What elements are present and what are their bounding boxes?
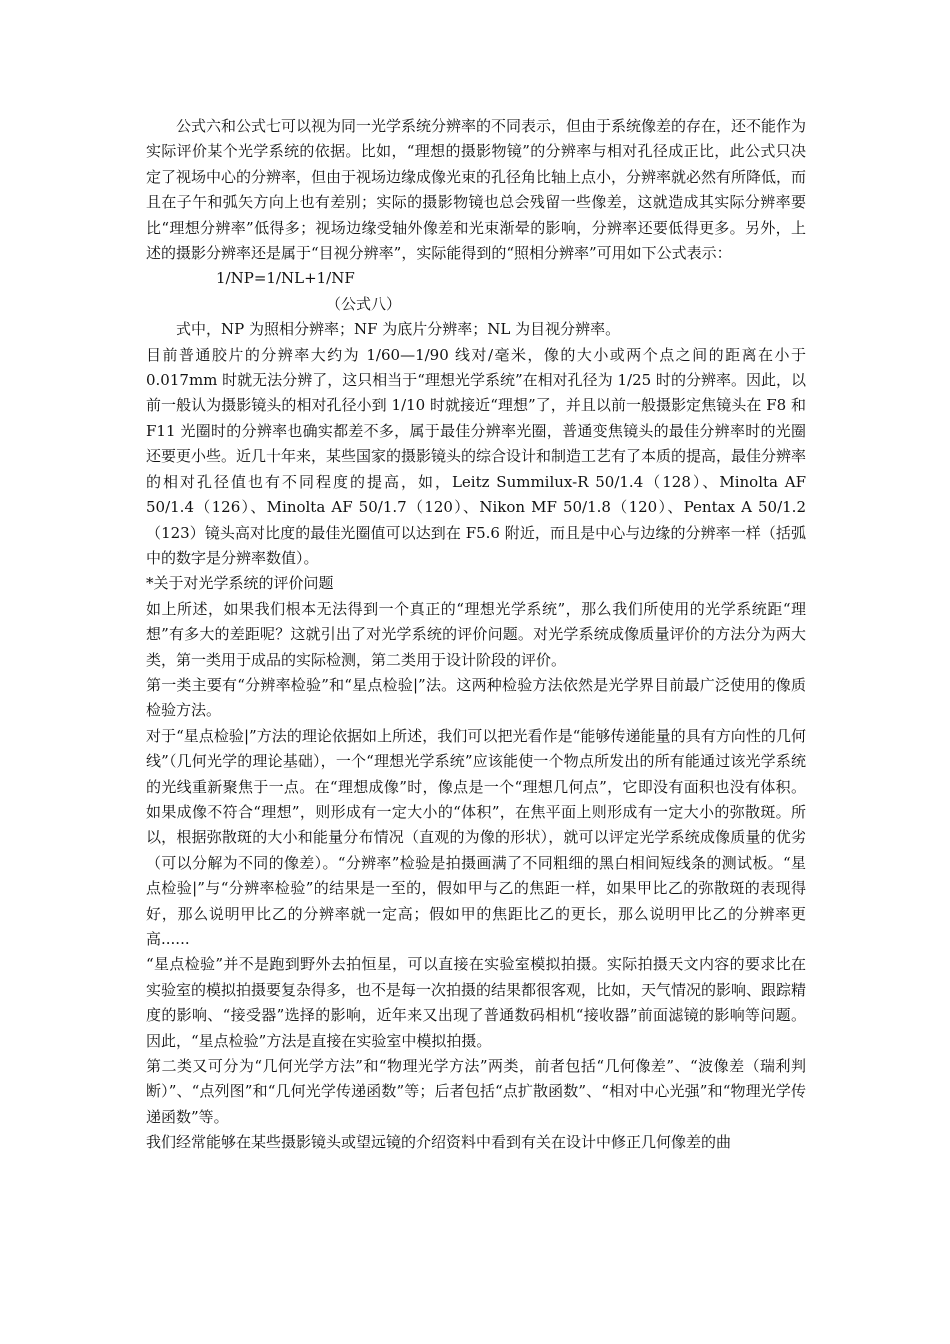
formula-eight-label: （公式八） [326,294,402,313]
paragraph-first-category: 第一类主要有“分辨率检验”和“星点检验|”法。这两种检验方法依然是光学界目前最广泛使用的像质检验方法。 [146,675,806,720]
paragraph-film-resolution: 目前普通胶片的分辨率大约为 1/60—1/90 线对/毫米，像的大小或两个点之间的距离在小于 0.017mm 时就无法分辨了，这只相当于“理想光学系统”在相对孔径为 1/25 时的分辨率。因此，以前一般认为摄影镜头的相对孔径小到 1/10 时就接近“理想”了，并且以前一般摄影定焦镜头在 F8 和 F11 光圈时的分辨率也确实都差不多，属于最佳分辨率光圈，普通变焦镜头的最佳分辨率时的光圈还要更小些。近几十年来，某些国家的摄影镜头的综合设计和制造工艺有了本质的提高，最佳分辨率的相对孔径值也有不同程度的提高，如，Leitz Summilux-R 50/1.4（128）、Minolta AF 50/1.4（126）、Minolta AF 50/1.7（120）、Nikon MF 50/1.8（120）、Pentax A 50/1.2（123）镜头高对比度的最佳光圈值可以达到在 F5.6 附近，而且是中心与边缘的分辨率一样（括弧中的数字是分辨率数值）。 [146,345,807,567]
document-page [146,114,806,1156]
section-heading-evaluation: *关于对光学系统的评价问题 [146,574,334,593]
paragraph-formula-legend: 式中，NP 为照相分辨率；NF 为底片分辨率；NL 为目视分辨率。 [176,320,621,339]
paragraph-star-test-theory: 对于“星点检验|”方法的理论依据如上所述，我们可以把光看作是“能够传递能量的具有方向性的几何线”（几何光学的理论基础），一个“理想光学系统”应该能使一个物点所发出的所有能通过该光学系统的光线重新聚焦于一点。在“理想成像”时，像点是一个“理想几何点”，它即没有面积也没有体积。如果成像不符合“理想”，则形成有一定大小的“体积”，在焦平面上则形成有一定大小的弥散斑。所以，根据弥散斑的大小和能量分布情况（直观的为像的形状），就可以评定光学系统成像质量的优劣（可以分解为不同的像差）。“分辨率”检验是拍摄画满了不同粗细的黑白相间短线条的测试板。“星点检验|”与“分辨率检验”的结果是一至的，假如甲与乙的焦距一样，如果甲比乙的弥散斑的表现得好，那么说明甲比乙的分辨率就一定高；假如甲的焦距比乙的更长，那么说明甲比乙的分辨率更高...... [146,726,806,948]
paragraph-evaluation-intro: 如上所述，如果我们根本无法得到一个真正的“理想光学系统”，那么我们所使用的光学系统距“理想”有多大的差距呢？这就引出了对光学系统的评价问题。对光学系统成像质量评价的方法分为两大类，第一类用于成品的实际检测，第二类用于设计阶段的评价。 [146,599,806,669]
formula-eight: 1/NP=1/NL+1/NF [216,269,355,288]
paragraph-second-category: 第二类又可分为“几何光学方法”和“物理光学方法”两类，前者包括“几何像差”、“波像差（瑞利判断）”、“点列图”和“几何光学传递函数”等；后者包括“点扩散函数”、“相对中心光强”和“物理光学传递函数”等。 [146,1057,806,1126]
paragraph-geometric-aberration: 我们经常能够在某些摄影镜头或望远镜的介绍资料中看到有关在设计中修正几何像差的曲 [146,1133,732,1152]
paragraph-star-test-lab: “星点检验”并不是跑到野外去拍恒星，可以直接在实验室模拟拍摄。实际拍摄天文内容的要求比在实验室的模拟拍摄要复杂得多，也不是每一次拍摄的结果都很客观，比如，天气情况的影响、跟踪精度的影响、“接受器”选择的影响，近年来又出现了普通数码相机“接收器”前面滤镜的影响等问题。因此，“星点检验”方法是直接在实验室中模拟拍摄。 [146,955,807,1050]
paragraph-intro: 公式六和公式七可以视为同一光学系统分辨率的不同表示，但由于系统像差的存在，还不能作为实际评价某个光学系统的依据。比如，“理想的摄影物镜”的分辨率与相对孔径成正比，此公式只决定了视场中心的分辨率，但由于视场边缘成像光束的孔径角比轴上点小，分辨率就必然有所降低，而且在子午和弧矢方向上也有差别；实际的摄影物镜也总会残留一些像差，这就造成其实际分辨率要比“理想分辨率”低得多；视场边缘受轴外像差和光束渐晕的影响，分辨率还要低得更多。另外，上述的摄影分辨率还是属于“目视分辨率”，实际能得到的“照相分辨率”可用如下公式表示： [146,117,807,263]
